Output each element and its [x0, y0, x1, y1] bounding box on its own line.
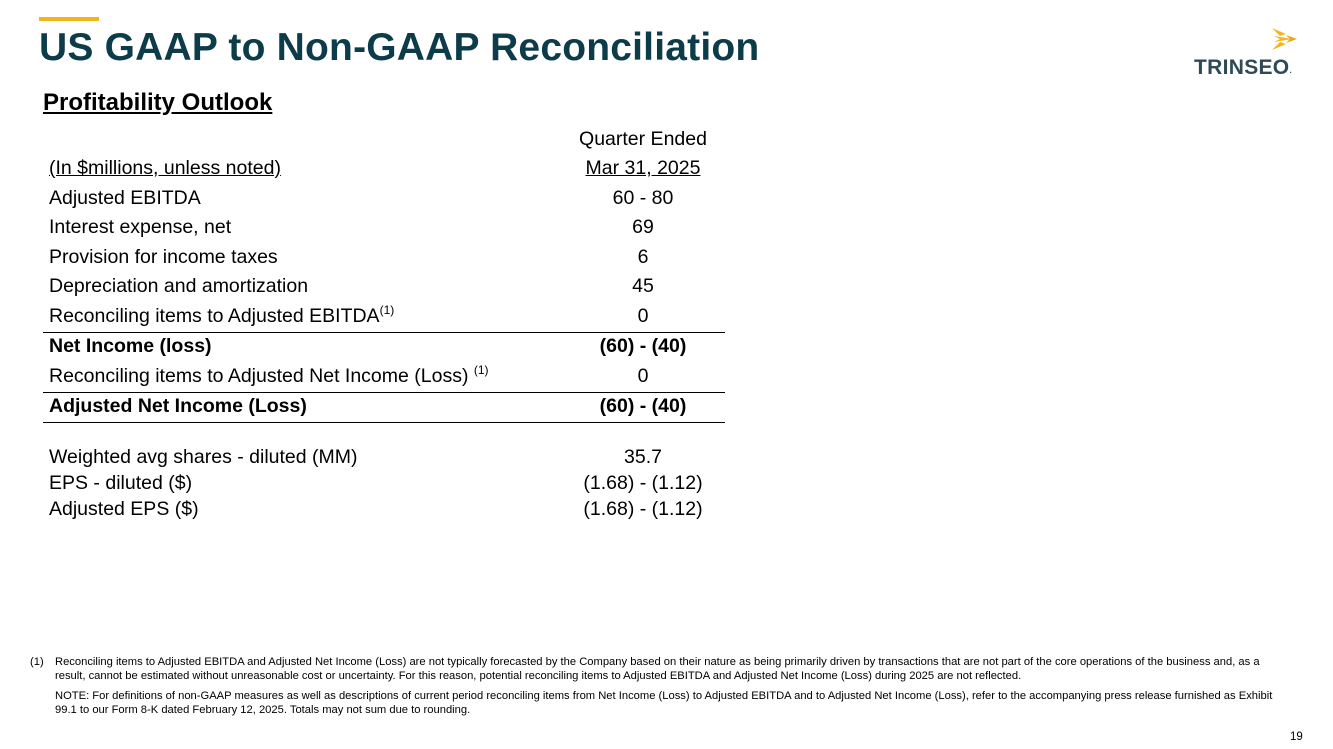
row-label: Depreciation and amortization [49, 275, 309, 297]
row-label: Adjusted EPS ($) [49, 498, 199, 520]
row-value: 0 [637, 364, 649, 387]
row-label: Net Income (loss) [49, 335, 212, 357]
footnotes [30, 656, 1280, 717]
page-number: 19 [1290, 731, 1303, 743]
page-title: US GAAP to Non-GAAP Reconciliation [39, 26, 760, 69]
row-label: Adjusted EBITDA [49, 186, 201, 209]
row-label: Adjusted Net Income (Loss) [49, 395, 307, 417]
row-value: 60 - 80 [612, 186, 674, 209]
table-row [43, 362, 725, 392]
row-label: Provision for income taxes [49, 245, 278, 268]
footnote-text: Reconciling items to Adjusted EBITDA and Adjusted Net Income (Loss) are not typically forecasted by the Company based on their nature as being primarily driven by transactions that are not part of the core operations of the business and, as a result, cannot be estimated without unreasonable cost or uncertainty. For this reason, potential reconciling items to Adjusted EBITDA and Adjusted Net Income (Loss) during 2025 are not reflected. [55, 656, 1260, 682]
row-label: Reconciling items to Adjusted EBITDA$^{(1)}$ [49, 302, 395, 327]
footnote-ref: (1) [473, 362, 489, 377]
title-accent-bar [39, 17, 99, 21]
column-header-period: Quarter Ended [579, 127, 707, 150]
table-row-total [43, 392, 725, 424]
row-label: Weighted avg shares - diluted (MM) [49, 446, 358, 468]
trinseo-chevron-mark-icon [1270, 28, 1298, 50]
table-row-total [43, 332, 725, 363]
footnote-marker: (1) [30, 656, 44, 668]
reconciliation-table [43, 125, 725, 525]
section-subtitle: Profitability Outlook [43, 89, 273, 116]
row-value: 35.7 [624, 446, 662, 468]
table-header-row-1 [43, 125, 725, 155]
footnote-note: NOTE: For definitions of non-GAAP measures as well as descriptions of current period reconciling items from Net Income (Loss) to Adjusted EBITDA and to Adjusted Net Income (Loss), refer to the accompanying press release furnished as Exhibit 99.1 to our Form 8-K dated February 12, 2025. Totals may not sum due to rounding. [55, 690, 1273, 716]
row-value: 6 [637, 245, 649, 268]
row-value: 45 [632, 275, 654, 297]
row-value: 0 [637, 304, 649, 327]
row-value: 69 [632, 216, 654, 238]
logo-wordmark: TRINSEO. [1194, 56, 1292, 79]
trinseo-logo [1194, 26, 1304, 82]
row-label: Reconciling items to Adjusted Net Income (Loss) $^{(1)}$ [49, 362, 489, 387]
footnote-ref: (1) [379, 302, 395, 317]
table-row [43, 499, 725, 525]
table-header-row-2 [43, 155, 725, 185]
row-value: (1.68) - (1.12) [583, 498, 703, 520]
spacer [43, 423, 725, 447]
table-row [43, 273, 725, 303]
row-value: (60) - (40) [599, 335, 687, 357]
table-row [43, 302, 725, 332]
table-row [43, 214, 725, 244]
table-row [43, 447, 725, 473]
row-label: EPS - diluted ($) [49, 472, 193, 494]
table-row [43, 243, 725, 273]
row-value: (1.68) - (1.12) [583, 472, 703, 494]
column-header-date: Mar 31, 2025 [585, 157, 701, 179]
row-label: Interest expense, net [49, 216, 232, 238]
table-row [43, 184, 725, 214]
column-header-units: (In $millions, unless noted) [49, 157, 281, 179]
table-row [43, 473, 725, 499]
row-value: (60) - (40) [599, 395, 687, 417]
